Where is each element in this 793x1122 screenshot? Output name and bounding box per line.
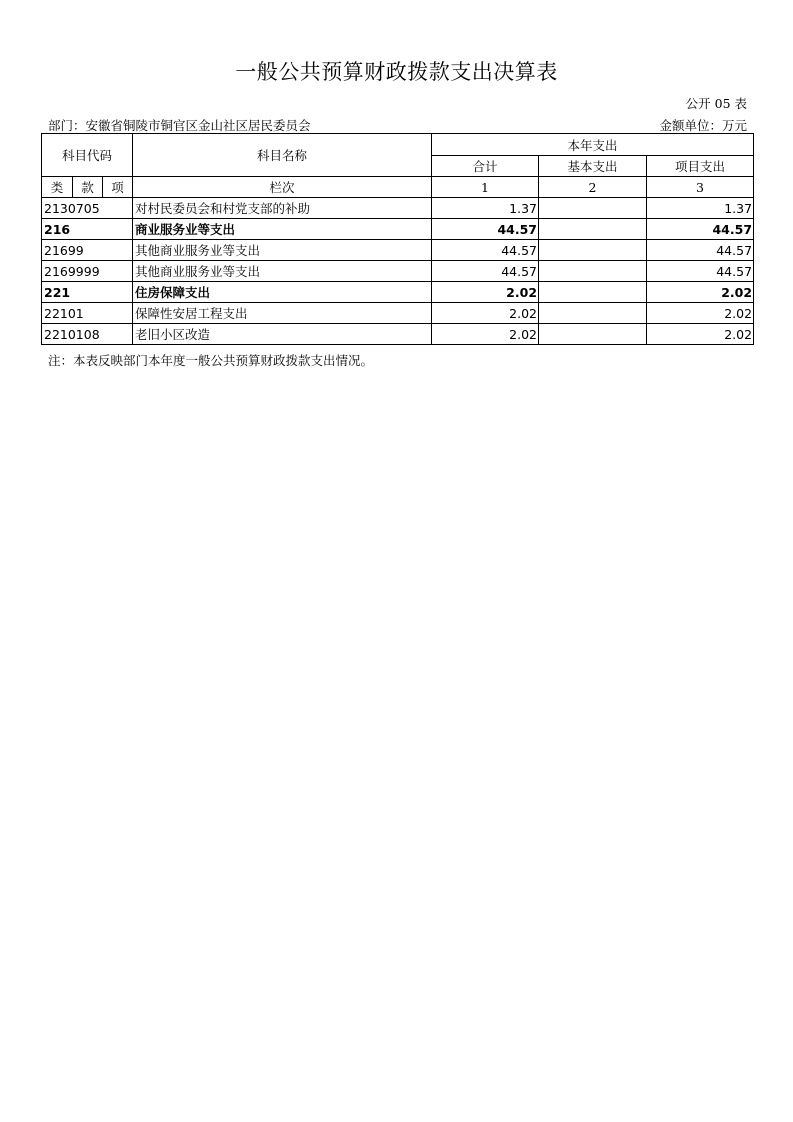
- amount-unit-label: 金额单位：万元: [659, 118, 747, 133]
- row-project: 2.02: [647, 303, 754, 324]
- row-total: 1.37: [432, 198, 539, 219]
- row-total: 2.02: [432, 303, 539, 324]
- sub-header-kuan: 款: [73, 177, 103, 198]
- row-project: 44.57: [647, 240, 754, 261]
- row-total: 2.02: [432, 324, 539, 345]
- table-row: [42, 219, 754, 240]
- col-header-total: 合计: [432, 156, 539, 177]
- row-total: 44.57: [432, 219, 539, 240]
- col-header-name: 科目名称: [133, 134, 432, 177]
- row-code: 221: [42, 282, 133, 303]
- row-name: 对村民委员会和村党支部的补助: [133, 198, 432, 219]
- row-code: 21699: [42, 240, 133, 261]
- sub-header-xiang: 项: [103, 177, 133, 198]
- row-total: 2.02: [432, 282, 539, 303]
- row-name: 保障性安居工程支出: [133, 303, 432, 324]
- page-title: 一般公共预算财政拨款支出决算表: [235, 60, 558, 84]
- row-code: 22101: [42, 303, 133, 324]
- expenditure-table: [41, 133, 754, 345]
- col-header-project: 项目支出: [647, 156, 754, 177]
- row-basic: [539, 261, 647, 282]
- form-number: 公开 05 表: [685, 96, 747, 111]
- row-code: 216: [42, 219, 133, 240]
- row-basic: [539, 198, 647, 219]
- row-project: 2.02: [647, 324, 754, 345]
- table-row: [42, 240, 754, 261]
- row-name: 其他商业服务业等支出: [133, 261, 432, 282]
- row-basic: [539, 240, 647, 261]
- row-basic: [539, 324, 647, 345]
- col-header-code: 科目代码: [42, 134, 133, 177]
- row-basic: [539, 303, 647, 324]
- row-code: 2130705: [42, 198, 133, 219]
- row-project: 44.57: [647, 219, 754, 240]
- row-name: 商业服务业等支出: [133, 219, 432, 240]
- row-name: 住房保障支出: [133, 282, 432, 303]
- department-label: 部门：安徽省铜陵市铜官区金山社区居民委员会: [48, 118, 311, 133]
- header-row-3: [42, 177, 754, 198]
- table-row: [42, 324, 754, 345]
- row-project: 2.02: [647, 282, 754, 303]
- header-row-1: [42, 134, 754, 156]
- row-code: 2210108: [42, 324, 133, 345]
- row-basic: [539, 282, 647, 303]
- index-3: 3: [647, 177, 754, 198]
- row-total: 44.57: [432, 261, 539, 282]
- footnote: 注：本表反映部门本年度一般公共预算财政拨款支出情况。: [48, 353, 374, 368]
- row-name: 老旧小区改造: [133, 324, 432, 345]
- table-row: [42, 261, 754, 282]
- sub-header-lei: 类: [42, 177, 73, 198]
- row-code: 2169999: [42, 261, 133, 282]
- row-basic: [539, 219, 647, 240]
- index-1: 1: [432, 177, 539, 198]
- col-header-basic: 基本支出: [539, 156, 647, 177]
- table-row: [42, 303, 754, 324]
- row-project: 44.57: [647, 261, 754, 282]
- row-index-label: 栏次: [133, 177, 432, 198]
- row-name: 其他商业服务业等支出: [133, 240, 432, 261]
- table-row: [42, 198, 754, 219]
- table-row: [42, 282, 754, 303]
- index-2: 2: [539, 177, 647, 198]
- col-header-group: 本年支出: [432, 134, 754, 156]
- row-project: 1.37: [647, 198, 754, 219]
- row-total: 44.57: [432, 240, 539, 261]
